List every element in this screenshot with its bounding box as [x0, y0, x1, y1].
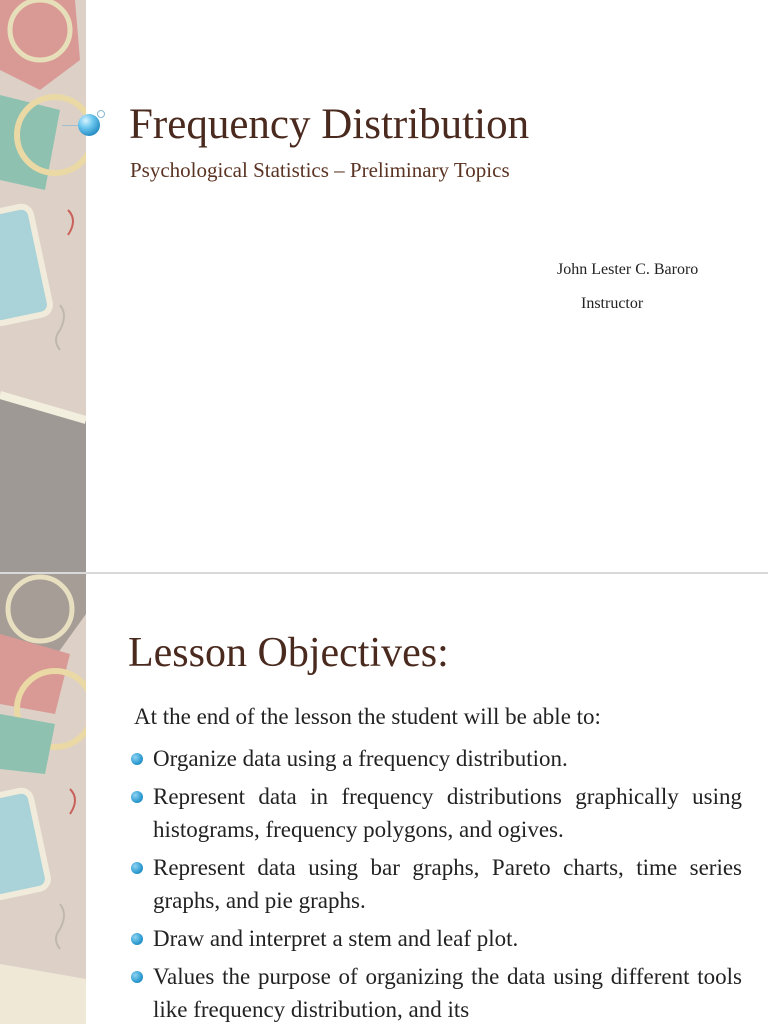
- bullet-icon: [131, 933, 143, 945]
- slide-subtitle: Psychological Statistics – Preliminary Topics: [130, 158, 510, 182]
- decorative-collage-image: [0, 574, 86, 1024]
- bullet-icon: [131, 971, 143, 983]
- bullet-icon: [131, 791, 143, 803]
- decorative-sidebar: [0, 574, 86, 1024]
- objective-text: Values the purpose of organizing the data using different tools like frequency distribution, and its: [153, 964, 742, 1022]
- blue-orb-icon: [78, 114, 100, 136]
- bullet-icon: [131, 753, 143, 765]
- list-item: [130, 780, 742, 846]
- objective-text: Organize data using a frequency distribution.: [153, 746, 568, 771]
- decorative-collage-image: [0, 0, 86, 572]
- decorative-sidebar: [0, 0, 86, 572]
- objective-text: Represent data using bar graphs, Pareto charts, time series graphs, and pie graphs.: [153, 855, 742, 913]
- author-name: John Lester C. Baroro: [557, 261, 699, 278]
- objectives-list: [130, 742, 742, 1024]
- slide-title: Frequency Distribution: [129, 101, 530, 148]
- objectives-slide: [0, 574, 768, 1024]
- slide-title: Lesson Objectives:: [128, 630, 449, 676]
- list-item: [130, 851, 742, 917]
- list-item: [130, 922, 742, 955]
- list-item: [130, 742, 742, 775]
- author-role: Instructor: [581, 295, 644, 312]
- bullet-icon: [131, 862, 143, 874]
- list-item: [130, 960, 742, 1024]
- objective-text: Represent data in frequency distributions graphically using histograms, frequency polygons, and ogives.: [153, 784, 742, 842]
- objectives-intro: At the end of the lesson the student will be able to:: [134, 704, 601, 729]
- small-orb-icon: [97, 110, 105, 118]
- objective-text: Draw and interpret a stem and leaf plot.: [153, 926, 519, 951]
